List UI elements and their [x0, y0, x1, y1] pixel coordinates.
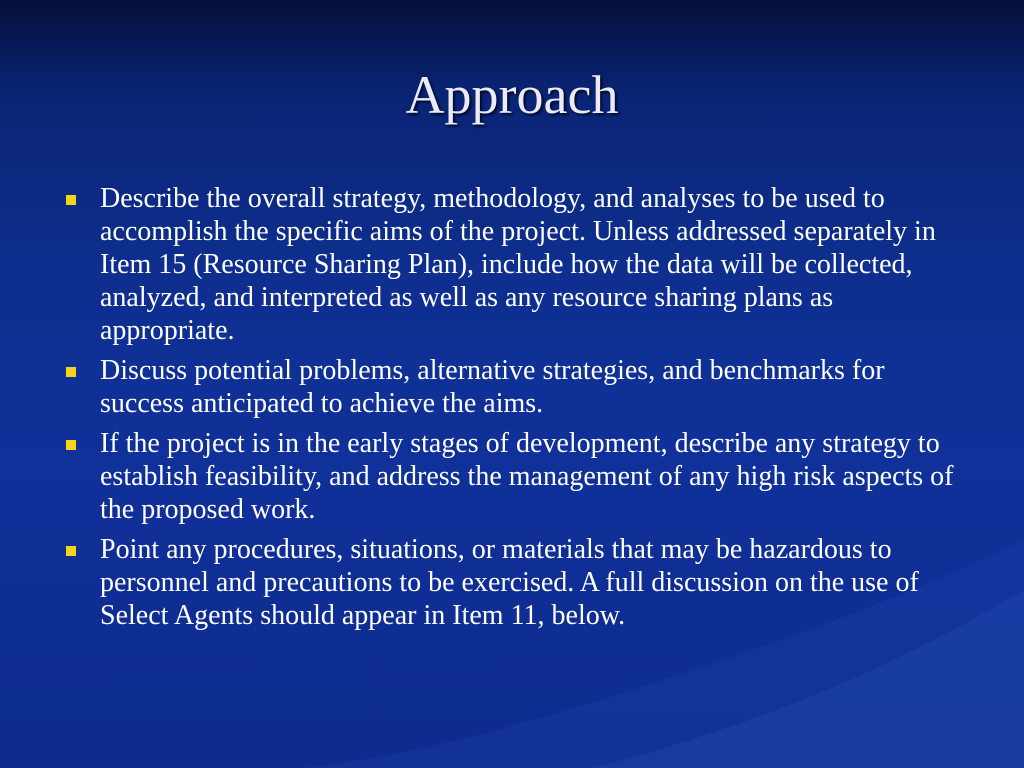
bullet-list: [60, 182, 970, 639]
square-bullet-icon: [66, 195, 76, 205]
bullet-text: Discuss potential problems, alternative strategies, and benchmarks for success anticipated to achieve the aims.: [100, 355, 885, 419]
bullet-item: [60, 354, 970, 420]
square-bullet-icon: [66, 440, 76, 450]
slide-title: Approach: [405, 65, 619, 125]
bullet-text: Describe the overall strategy, methodology, and analyses to be used to accomplish the specific aims of the project. Unless addressed separately in Item 15 (Resource Sharing Plan), include how the data will be collected, analyzed, and interpreted as well as any resource sharing plans as appropriate.: [100, 183, 936, 346]
square-bullet-icon: [66, 546, 76, 556]
bullet-item: [60, 182, 970, 347]
square-bullet-icon: [66, 367, 76, 377]
bullet-text: If the project is in the early stages of development, describe any strategy to establish feasibility, and address the management of any high risk aspects of the proposed work.: [100, 428, 954, 525]
bullet-item: [60, 427, 970, 526]
bullet-text: Point any procedures, situations, or materials that may be hazardous to personnel and precautions to be exercised. A full discussion on the use of Select Agents should appear in Item 11, below.: [100, 534, 919, 631]
bullet-item: [60, 533, 970, 632]
